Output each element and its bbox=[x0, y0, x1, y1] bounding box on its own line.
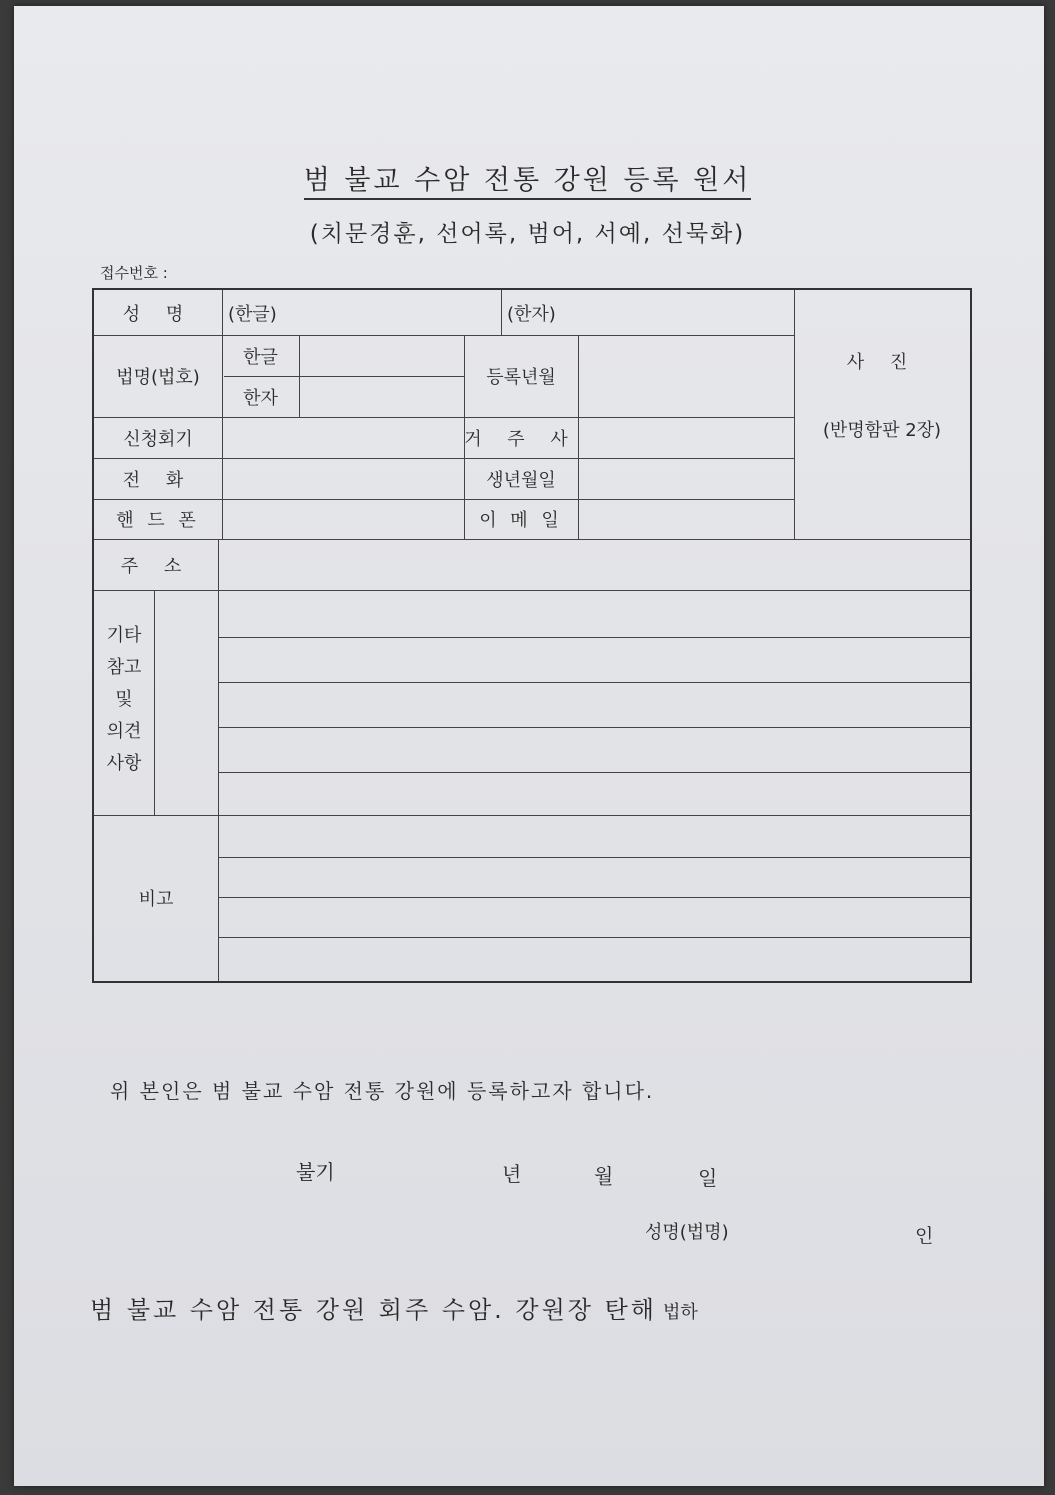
email-label: 이 메 일 bbox=[479, 510, 563, 531]
form-subtitle: (치문경훈, 선어록, 범어, 서예, 선묵화) bbox=[309, 221, 746, 247]
name-hangul-field[interactable]: (한글) bbox=[228, 303, 277, 325]
residence-label: 거 주 사 bbox=[464, 428, 578, 450]
reg-date-label: 등록년월 bbox=[486, 367, 556, 388]
receipt-number-label: 접수번호 : bbox=[100, 264, 168, 282]
dharma-hanja-label: 한자 bbox=[243, 387, 278, 409]
month-label: 월 bbox=[594, 1164, 614, 1188]
year-label: 년 bbox=[502, 1162, 522, 1186]
buddhist-era-label: 불기 bbox=[296, 1160, 335, 1184]
phone-label: 전 화 bbox=[122, 469, 194, 491]
notes-label-line: 및 bbox=[115, 689, 133, 710]
day-label: 일 bbox=[698, 1166, 718, 1190]
apply-term-field[interactable] bbox=[222, 417, 464, 458]
dharma-hanja-field[interactable] bbox=[299, 376, 464, 417]
seal-label: 인 bbox=[915, 1225, 934, 1247]
email-field[interactable] bbox=[578, 499, 794, 539]
declaration-text: 위 본인은 범 불교 수암 전통 강원에 등록하고자 합니다. bbox=[110, 1079, 655, 1103]
photo-note: (반명함판 2장) bbox=[822, 420, 942, 441]
dharma-name-label: 법명(법호) bbox=[116, 367, 200, 388]
footer-text: 범 불교 수암 전통 강원 회주 수암. 강원장 탄해 bbox=[90, 1296, 657, 1324]
birth-date-field[interactable] bbox=[578, 458, 794, 499]
col-line bbox=[154, 590, 155, 815]
reg-date-field[interactable] bbox=[578, 335, 794, 417]
address-field[interactable] bbox=[218, 539, 970, 590]
notes-label-line: 참고 bbox=[106, 657, 142, 678]
dharma-hangul-label: 한글 bbox=[243, 346, 278, 368]
registration-form-table bbox=[92, 288, 972, 983]
signer-name-label: 성명(법명) bbox=[645, 1222, 729, 1243]
name-hanja-field[interactable]: (한자) bbox=[507, 303, 556, 325]
remarks-label: 비고 bbox=[138, 889, 174, 910]
apply-term-label: 신청회기 bbox=[123, 428, 193, 450]
dharma-hangul-field[interactable] bbox=[299, 335, 464, 376]
address-label: 주 소 bbox=[120, 555, 192, 577]
photo-label: 사 진 bbox=[846, 352, 918, 373]
phone-field[interactable] bbox=[222, 458, 464, 499]
residence-field[interactable] bbox=[578, 417, 794, 458]
mobile-field[interactable] bbox=[222, 499, 464, 539]
footer-addressee bbox=[90, 1290, 698, 1325]
notes-label bbox=[94, 620, 154, 780]
birth-date-label: 생년월일 bbox=[486, 469, 556, 491]
footer-suffix: 법하 bbox=[662, 1302, 698, 1323]
notes-label-line: 기타 bbox=[106, 625, 142, 646]
notes-label-line: 사항 bbox=[106, 753, 142, 774]
mobile-label: 핸 드 폰 bbox=[116, 510, 200, 531]
notes-field[interactable] bbox=[218, 590, 970, 815]
form-title bbox=[0, 158, 1055, 197]
name-label: 성 명 bbox=[122, 303, 194, 325]
form-title-text: 범 불교 수암 전통 강원 등록 원서 bbox=[304, 165, 752, 200]
notes-label-line: 의견 bbox=[106, 721, 142, 742]
remarks-field[interactable] bbox=[218, 815, 970, 981]
